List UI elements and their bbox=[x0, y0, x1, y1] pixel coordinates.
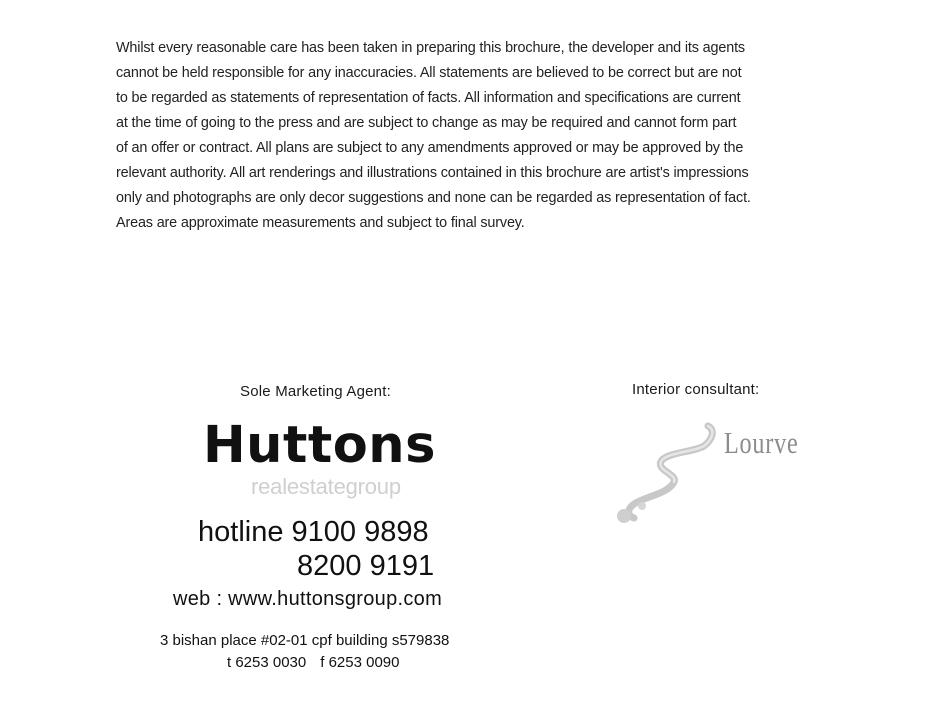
office-address: 3 bishan place #02-01 cpf building s579838 bbox=[160, 632, 450, 649]
sole-marketing-agent-label: Sole Marketing Agent: bbox=[240, 383, 391, 400]
huttons-logo: Huttons bbox=[203, 416, 436, 475]
disclaimer-line: of an offer or contract. All plans are subject to any amendments approved or may be approved by the bbox=[116, 140, 744, 156]
disclaimer-line: Whilst every reasonable care has been taken in preparing this brochure, the developer and its agents bbox=[116, 40, 745, 56]
disclaimer-line: only and photographs are only decor suggestions and none can be regarded as representation of fact. bbox=[116, 190, 751, 206]
disclaimer-text bbox=[116, 36, 816, 236]
disclaimer-line: Areas are approximate measurements and subject to final survey. bbox=[116, 215, 525, 231]
disclaimer-line: cannot be held responsible for any inaccuracies. All statements are believed to be correct but are not bbox=[116, 65, 742, 81]
disclaimer-line: at the time of going to the press and are subject to change as may be required and cannot form part bbox=[116, 115, 737, 131]
office-phone-fax bbox=[227, 654, 400, 671]
hotline-secondary: 8200 9191 bbox=[297, 550, 435, 582]
interior-consultant-label: Interior consultant: bbox=[632, 381, 760, 398]
disclaimer-line: to be regarded as statements of representation of facts. All information and specifications are current bbox=[116, 90, 741, 106]
disclaimer-line: relevant authority. All art renderings and illustrations contained in this brochure are artist's impressions bbox=[116, 165, 749, 181]
telephone-number: t 6253 0030 bbox=[227, 654, 307, 671]
hotline-primary: hotline 9100 9898 bbox=[198, 516, 429, 548]
louvre-logo-text: Lourve bbox=[724, 425, 799, 460]
fax-number: f 6253 0090 bbox=[320, 654, 400, 671]
huttons-logo-subtitle: realestategroup bbox=[251, 474, 401, 499]
website-url: web : www.huttonsgroup.com bbox=[173, 588, 443, 610]
